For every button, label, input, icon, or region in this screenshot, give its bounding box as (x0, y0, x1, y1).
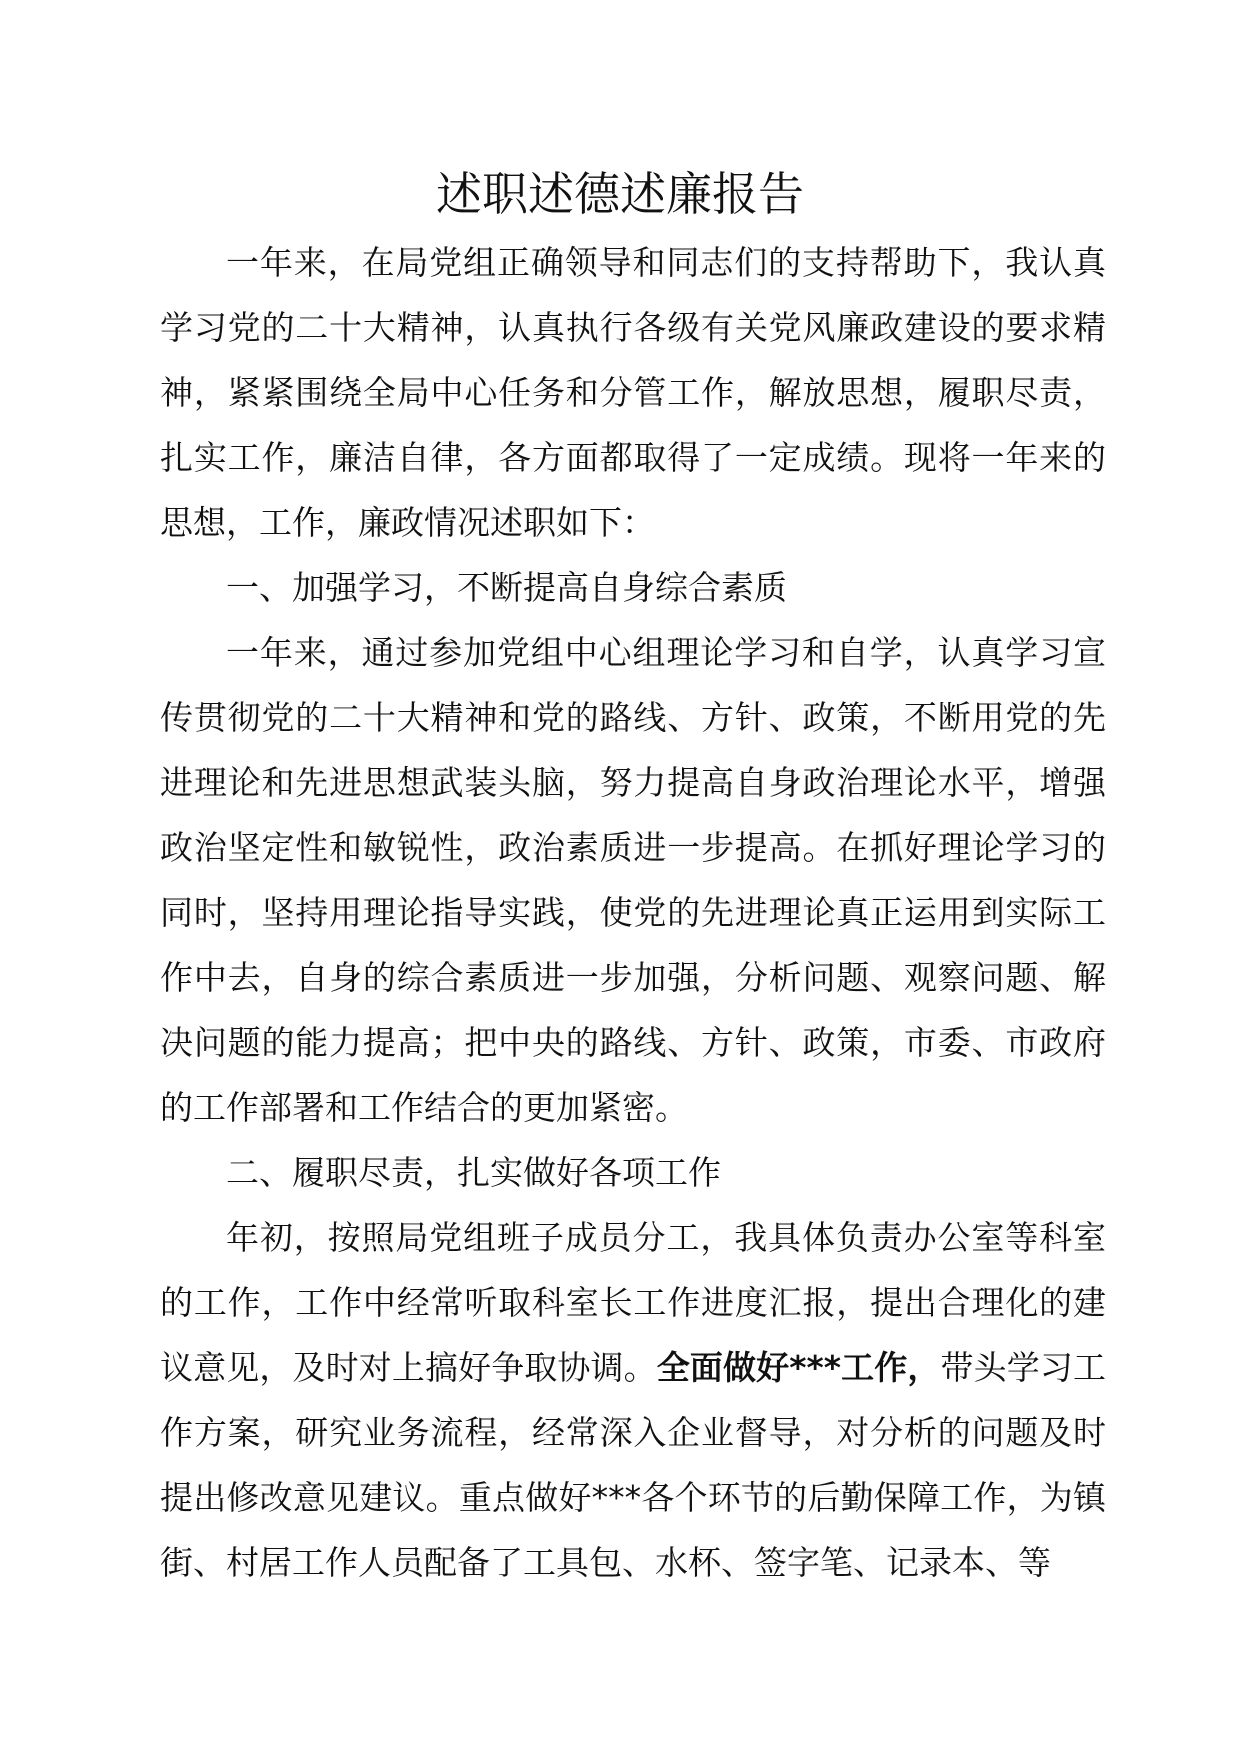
section-2-bold-emphasis: 全面做好***工作， (656, 1348, 941, 1387)
section-1-paragraph: 一年来，通过参加党组中心组理论学习和自学，认真学习宣传贯彻党的二十大精神和党的路线、方针、政策，不断用党的先进理论和先进思想武装头脑，努力提高自身政治理论水平，增强政治坚定性和敏锐性，政治素质进一步提高。在抓好理论学习的同时，坚持用理论指导实践，使党的先进理论真正运用到实际工作中去，自身的综合素质进一步加强，分析问题、观察问题、解决问题的能力提高；把中央的路线、方针、政策，市委、市政府的工作部署和工作结合的更加紧密。 (160, 633, 1106, 1127)
document-body (160, 230, 1106, 1595)
section-2-text-part2: 带头学习工作方案，研究业务流程，经常深入企业督导，对分析的问题及时提出修改意见建议。重点做好***各个环节的后勤保障工作，为镇街、村居工作人员配备了工具包、水杯、签字笔、记录本、等 (160, 1348, 1107, 1582)
section-2-heading: 二、履职尽责，扎实做好各项工作 (226, 1153, 721, 1192)
section-2-paragraph (160, 1205, 1106, 1595)
section-1-heading: 一、加强学习，不断提高自身综合素质 (226, 568, 787, 607)
intro-paragraph: 一年来，在局党组正确领导和同志们的支持帮助下，我认真学习党的二十大精神，认真执行各级有关党风廉政建设的要求精神，紧紧围绕全局中心任务和分管工作，解放思想，履职尽责，扎实工作，廉洁自律，各方面都取得了一定成绩。现将一年来的思想，工作，廉政情况述职如下： (160, 243, 1106, 542)
document-title: 述职述德述廉报告 (436, 167, 804, 221)
section-2-text-part1: 年初，按照局党组班子成员分工，我具体负责办公室等科室的工作，工作中经常听取科室长工作进度汇报，提出合理化的建议意见，及时对上搞好争取协调。 (160, 1218, 1106, 1387)
